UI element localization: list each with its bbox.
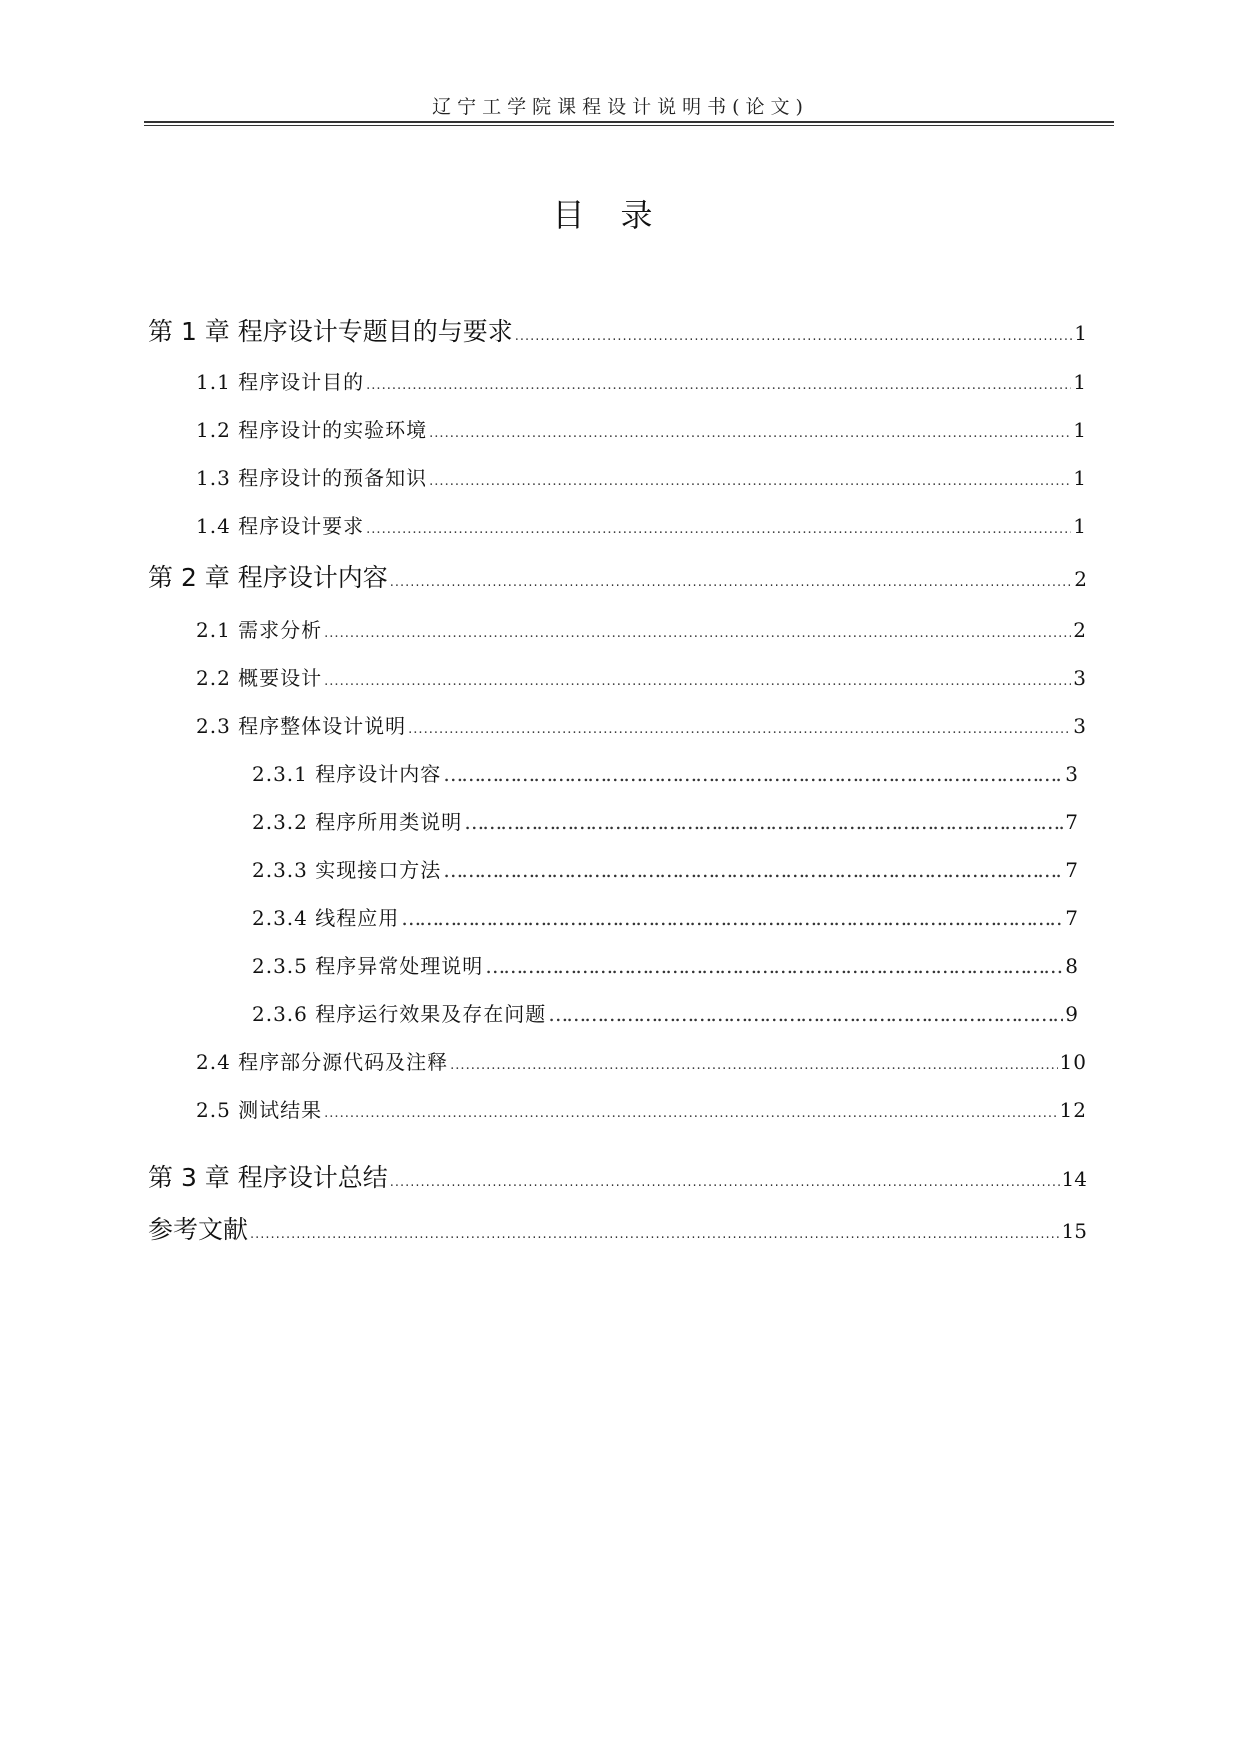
toc-entry-label: 2.2 概要设计 (196, 666, 323, 690)
toc-entry-2-4[interactable] (196, 1046, 1087, 1075)
toc-entry-page: 1 (1073, 514, 1087, 538)
toc-entry-1-1[interactable] (196, 366, 1087, 395)
toc-leader-dots (548, 1002, 1063, 1026)
toc-entry-label: 2.3 程序整体设计说明 (196, 714, 407, 738)
toc-leader-dots (443, 762, 1063, 786)
toc-entry-chapter-3[interactable] (148, 1158, 1087, 1194)
toc-entry-2-3-4[interactable] (252, 902, 1079, 931)
toc-entry-label: 2.3.1 程序设计内容 (252, 762, 442, 786)
toc-entry-1-3[interactable] (196, 462, 1087, 491)
page-title: 目录 (552, 196, 689, 234)
toc-leader-dots (443, 858, 1063, 882)
toc-leader-dots (366, 378, 1071, 393)
toc-entry-page: 1 (1073, 370, 1087, 394)
toc-leader-dots (408, 722, 1071, 737)
toc-entry-page: 7 (1065, 906, 1079, 930)
toc-entry-page: 15 (1061, 1219, 1087, 1243)
toc-leader-dots (429, 474, 1071, 489)
toc-entry-2-3-3[interactable] (252, 854, 1079, 883)
toc-entry-page: 2 (1073, 618, 1087, 642)
toc-entry-chapter-2[interactable] (148, 558, 1087, 594)
toc-entry-2-3-5[interactable] (252, 950, 1079, 979)
toc-entry-2-3[interactable] (196, 710, 1087, 739)
toc-leader-dots (429, 426, 1071, 441)
toc-entry-label: 2.5 测试结果 (196, 1098, 323, 1122)
toc-entry-label: 2.3.5 程序异常处理说明 (252, 954, 484, 978)
toc-entry-2-2[interactable] (196, 662, 1087, 691)
toc-entry-2-5[interactable] (196, 1094, 1087, 1123)
toc-entry-references[interactable] (148, 1210, 1087, 1246)
toc-entry-label: 2.3.6 程序运行效果及存在问题 (252, 1002, 547, 1026)
toc-entry-page: 8 (1065, 954, 1079, 978)
toc-entry-page: 7 (1065, 858, 1079, 882)
toc-entry-2-1[interactable] (196, 614, 1087, 643)
toc-entry-2-3-1[interactable] (252, 758, 1079, 787)
toc-entry-label: 2.3.3 实现接口方法 (252, 858, 442, 882)
toc-leader-dots (390, 1175, 1060, 1190)
toc-entry-page: 12 (1059, 1098, 1087, 1122)
toc-entry-label: 1.2 程序设计的实验环境 (196, 418, 428, 442)
toc-leader-dots (324, 674, 1071, 689)
toc-entry-page: 3 (1073, 666, 1087, 690)
toc-entry-page: 10 (1059, 1050, 1087, 1074)
toc-entry-1-4[interactable] (196, 510, 1087, 539)
toc-leader-dots (250, 1227, 1060, 1242)
toc-entry-label: 参考文献 (148, 1215, 249, 1244)
toc-entry-label: 1.3 程序设计的预备知识 (196, 466, 428, 490)
toc-leader-dots (515, 329, 1073, 344)
toc-leader-dots (485, 954, 1063, 978)
toc-entry-page: 14 (1061, 1167, 1087, 1191)
toc-entry-page: 1 (1073, 466, 1087, 490)
toc-entry-2-3-2[interactable] (252, 806, 1079, 835)
toc-entry-page: 3 (1073, 714, 1087, 738)
toc-leader-dots (366, 522, 1071, 537)
toc-leader-dots (324, 626, 1071, 641)
header-rule-thick (144, 121, 1114, 123)
toc-entry-label: 2.3.2 程序所用类说明 (252, 810, 463, 834)
toc-entry-label: 第 1 章 程序设计专题目的与要求 (148, 317, 513, 346)
toc-entry-label: 第 2 章 程序设计内容 (148, 563, 388, 592)
toc-entry-label: 第 3 章 程序设计总结 (148, 1163, 388, 1192)
header-rule-thin (144, 125, 1114, 126)
toc-leader-dots (464, 810, 1063, 834)
toc-leader-dots (450, 1058, 1057, 1073)
toc-entry-1-2[interactable] (196, 414, 1087, 443)
running-header: 辽宁工学院课程设计说明书(论文) (432, 96, 809, 118)
toc-entry-2-3-6[interactable] (252, 998, 1079, 1027)
toc-leader-dots (401, 906, 1063, 930)
toc-entry-page: 1 (1073, 418, 1087, 442)
toc-entry-page: 1 (1074, 321, 1087, 345)
toc-entry-label: 2.1 需求分析 (196, 618, 323, 642)
toc-entry-page: 2 (1074, 567, 1087, 591)
toc-leader-dots (390, 575, 1073, 590)
toc-entry-label: 2.4 程序部分源代码及注释 (196, 1050, 449, 1074)
toc-entry-page: 3 (1065, 762, 1079, 786)
toc-entry-chapter-1[interactable] (148, 312, 1087, 348)
toc-entry-page: 7 (1065, 810, 1079, 834)
toc-entry-label: 1.1 程序设计目的 (196, 370, 365, 394)
toc-entry-label: 1.4 程序设计要求 (196, 514, 365, 538)
toc-entry-label: 2.3.4 线程应用 (252, 906, 400, 930)
toc-leader-dots (324, 1106, 1057, 1121)
toc-entry-page: 9 (1065, 1002, 1079, 1026)
